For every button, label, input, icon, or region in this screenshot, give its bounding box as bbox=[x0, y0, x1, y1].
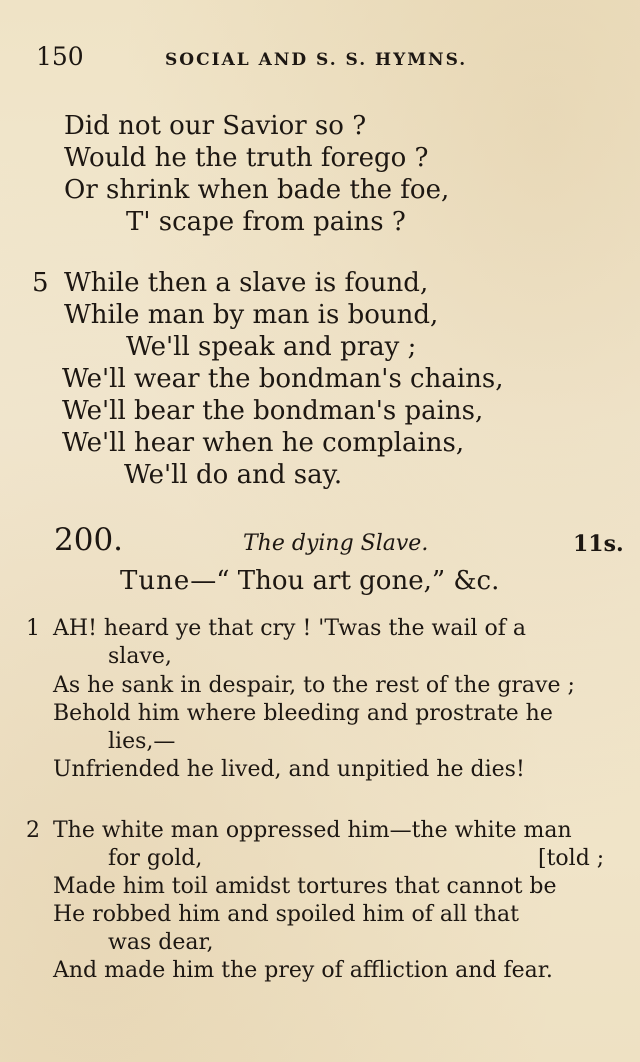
verse-line: was dear, bbox=[108, 930, 214, 955]
tune-line bbox=[120, 568, 499, 594]
page-number: 150 bbox=[36, 42, 84, 71]
verse-line: We'll hear when he complains, bbox=[62, 428, 465, 458]
verse-line: AH! heard ye that cry ! 'Twas the wail of a bbox=[53, 616, 526, 641]
verse-line: T' scape from pains ? bbox=[126, 207, 406, 237]
hymn-title: The dying Slave. bbox=[243, 531, 429, 556]
tune-label: Tune bbox=[120, 566, 191, 596]
verse-line: Did not our Savior so ? bbox=[64, 111, 367, 141]
verse-line: Unfriended he lived, and unpitied he dies! bbox=[53, 757, 525, 782]
verse-line: He robbed him and spoiled him of all that bbox=[53, 902, 520, 927]
hymn-meter: 11s. bbox=[573, 531, 624, 557]
hymn-number: 200. bbox=[54, 522, 124, 558]
verse-line: The white man oppressed him—the white man bbox=[53, 818, 572, 843]
stanza-number: 5 bbox=[32, 268, 49, 298]
verse-line-turnover: [told ; bbox=[538, 846, 605, 871]
verse-line: While then a slave is found, bbox=[64, 268, 429, 298]
verse-line: Behold him where bleeding and prostrate he bbox=[53, 701, 553, 726]
verse-line: We'll speak and pray ; bbox=[126, 332, 417, 362]
verse-line: We'll do and say. bbox=[124, 460, 343, 490]
verse-line: And made him the prey of affliction and fear. bbox=[53, 958, 553, 983]
verse-line: We'll bear the bondman's pains, bbox=[62, 396, 484, 426]
verse-line: lies,— bbox=[108, 729, 176, 754]
stanza-number: 1 bbox=[26, 616, 40, 641]
verse-line: While man by man is bound, bbox=[64, 300, 439, 330]
tune-name: —“ Thou art gone,” &c. bbox=[190, 566, 500, 596]
stanza-number: 2 bbox=[26, 818, 40, 843]
verse-line: Would he the truth forego ? bbox=[64, 143, 429, 173]
verse-line: As he sank in despair, to the rest of the grave ; bbox=[53, 673, 575, 698]
verse-line: for gold, bbox=[108, 846, 203, 871]
verse-line: Made him toil amidst tortures that cannot be bbox=[53, 874, 557, 899]
running-title: SOCIAL AND S. S. HYMNS. bbox=[165, 50, 468, 70]
verse-line: Or shrink when bade the foe, bbox=[64, 175, 450, 205]
verse-line: slave, bbox=[108, 644, 172, 669]
verse-line: We'll wear the bondman's chains, bbox=[62, 364, 504, 394]
